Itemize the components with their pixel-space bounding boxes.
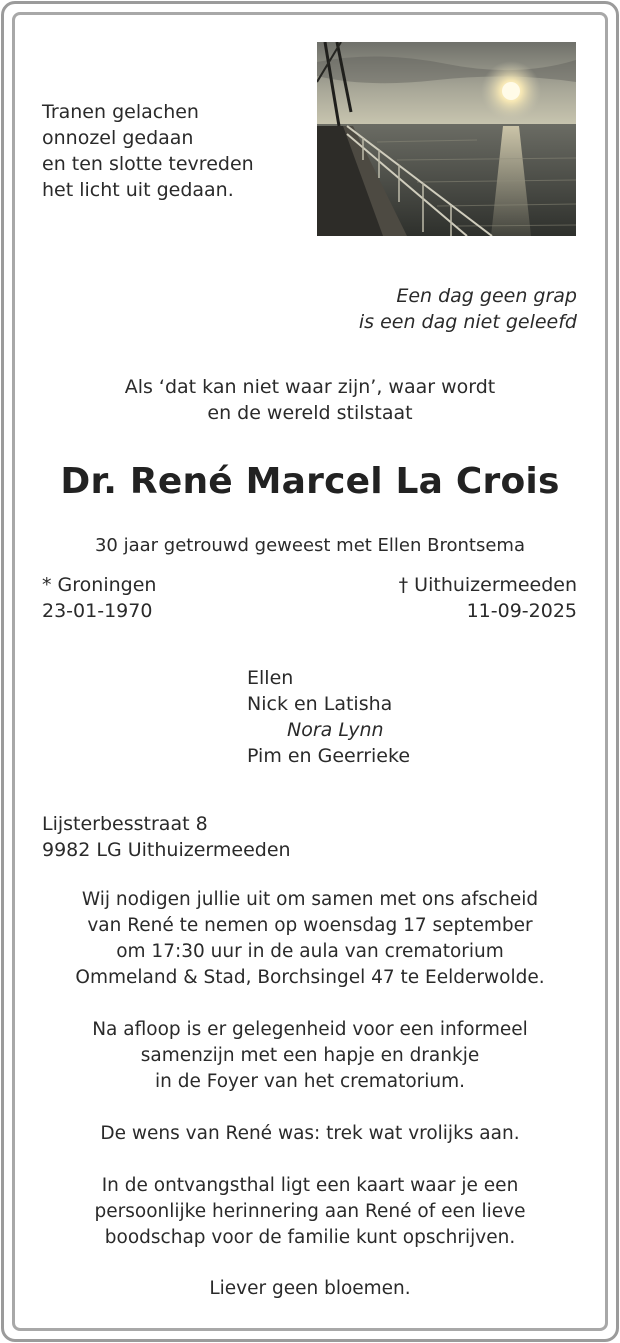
paragraph-line: De wens van René was: trek wat vrolijks aan. (100, 1123, 520, 1144)
poem-line: en ten slotte tevreden (42, 153, 254, 175)
birth-date: 23-01-1970 (42, 600, 153, 622)
no-flowers-note (0, 1276, 620, 1302)
family-member-grandchild: Nora Lynn (287, 719, 384, 741)
paragraph-line: Wij nodigen jullie uit om samen met ons afscheid (81, 889, 539, 910)
quote-line: is een dag niet geleefd (358, 311, 577, 333)
family-member: Ellen (247, 667, 294, 689)
deceased-name: Dr. René Marcel La Crois (60, 461, 560, 502)
intro-line: Als ‘dat kan niet waar zijn’, waar wordt (124, 376, 496, 398)
paragraph-line: van René te nemen op woensdag 17 september (87, 915, 533, 936)
poem-line: het licht uit gedaan. (42, 179, 234, 201)
intro-text (0, 374, 620, 426)
gathering-note (0, 1017, 620, 1095)
dress-wish (0, 1121, 620, 1147)
birth-place: * Groningen (42, 574, 157, 596)
death-place: † Uithuizermeeden (398, 574, 577, 596)
quote-line: Een dag geen grap (396, 285, 577, 307)
opening-poem (42, 99, 254, 203)
address-street: Lijsterbesstraat 8 (42, 813, 208, 835)
paragraph-line: om 17:30 uur in de aula van crematorium (116, 941, 504, 962)
address-city: 9982 LG Uithuizermeeden (42, 839, 291, 861)
family-member: Pim en Geerrieke (247, 745, 411, 767)
paragraph-line: Liever geen bloemen. (209, 1278, 411, 1299)
paragraph-line: in de Foyer van het crematorium. (154, 1071, 466, 1092)
sunset-sea-photo (317, 42, 576, 236)
ceremony-invitation (0, 887, 620, 991)
poem-line: onnozel gedaan (42, 127, 194, 149)
epigraph-quote (359, 283, 577, 335)
paragraph-line: persoonlijke herinnering aan René of een lieve (94, 1201, 526, 1222)
marriage-note: 30 jaar getrouwd geweest met Ellen Brontsema (94, 535, 525, 556)
family-list (247, 665, 410, 769)
paragraph-line: boodschap voor de familie kunt opschrijven. (104, 1227, 516, 1248)
intro-line: en de wereld stilstaat (207, 402, 413, 424)
correspondence-address (42, 811, 291, 863)
family-member: Nick en Latisha (247, 693, 393, 715)
death-date: 11-09-2025 (466, 600, 577, 622)
paragraph-line: In de ontvangsthal ligt een kaart waar je een (101, 1175, 519, 1196)
paragraph-line: samenzijn met een hapje en drankje (140, 1045, 480, 1066)
birth-info (42, 572, 156, 624)
paragraph-line: Ommeland & Stad, Borchsingel 47 te Eelderwolde. (75, 967, 545, 988)
death-info (399, 572, 577, 624)
poem-line: Tranen gelachen (42, 101, 199, 123)
memory-card-note (0, 1173, 620, 1251)
paragraph-line: Na afloop is er gelegenheid voor een informeel (92, 1019, 528, 1040)
